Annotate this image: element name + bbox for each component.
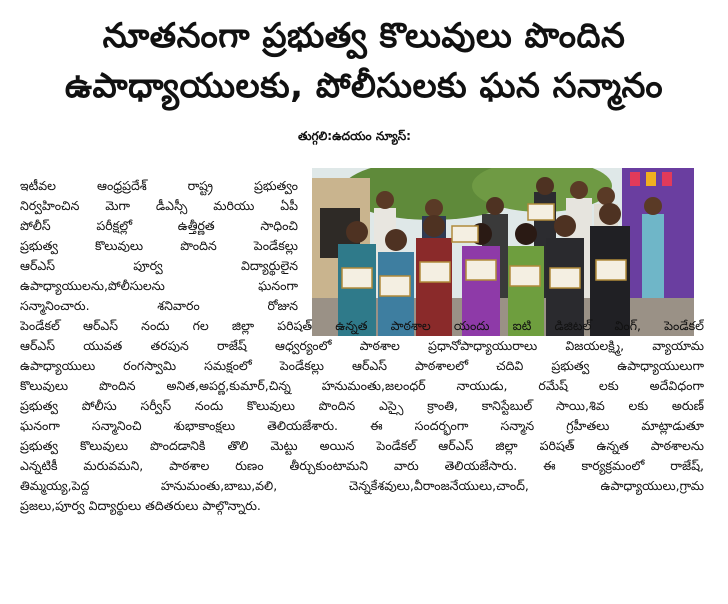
photo-banner-flag: [630, 172, 640, 186]
article-line: కొలువులు పొందిన అనిత,అపర్ణ,కుమార్,చిన్న హనుమంతు,జలంధర్ నాయుడు, రమేష్ లకు అదేవిధంగా: [20, 378, 704, 393]
article-line: పోలీస్ పరీక్షల్లో ఉత్తీర్ణత సాధించి: [20, 218, 298, 233]
photo-person-head: [536, 177, 554, 195]
article-line: పెండేకల్ ఆర్ఎస్ నందు గల జిల్లా పరిషత్ ఉన్నత పాఠశాల యందు ఐటి డిజిటల్ వింగ్, పెండేకల్: [20, 318, 704, 333]
headline-line-2: ఉపాధ్యాయులకు, పోలీసులకు ఘన సన్మానం: [64, 66, 664, 106]
article-line: సన్మానించారు. శనివారం రోజున: [20, 298, 298, 313]
headline-line-1: నూతనంగా ప్రభుత్వ కొలువులు పొందిన: [102, 16, 626, 56]
article-line: ప్రభుత్వ పోలీసు సర్వీస్ నందు కొలువులు పొందిన ఎస్సై క్రాంతి, కానిస్టేబుల్ సాయి,శివ లకు అరుణ్: [20, 398, 704, 413]
photo-banner-flag: [662, 172, 672, 186]
article-line: ఆర్ఎస్ యువత తరపున రాజేష్ ఆధ్వర్యంలో పాఠశాల ప్రధానోపాధ్యాయురాలు విజయలక్ష్మి, వ్యాయామ: [20, 338, 704, 353]
photo-person-head: [599, 203, 621, 225]
photo-certificate: [510, 266, 540, 286]
article-line: ప్రభుత్వ కొలువులు పొందడానికి తొలి మెట్టు అయిన పెండేకల్ ఆర్ఎస్ జిల్లా పరిషత్ ఉన్నత పాఠశాలను: [20, 438, 704, 453]
photo-person-head: [425, 199, 443, 217]
photo-person-head: [376, 191, 394, 209]
photo-certificate: [380, 276, 410, 296]
photo-certificate: [452, 226, 478, 242]
article-line: తిమ్మయ్య,పెద్ద హనుమంతు,బాబు,వలి, చెన్నకేశవులు,వీరాంజనేయులు,చాంద్, ఉపాధ్యాయులు,గ్రామ: [20, 478, 704, 493]
photo-person-head: [486, 197, 504, 215]
photo-person-head: [346, 221, 368, 243]
article-line: ఆర్ఎస్ పూర్వ విద్యార్థులైన: [20, 258, 298, 273]
photo-person-head: [570, 181, 588, 199]
article-line: నిర్వహించిన మెగా డీఎస్సీ మరియు ఏపీ: [20, 198, 298, 213]
photo-person-head: [644, 197, 662, 215]
article-line: ప్రజలు,పూర్వ విద్యార్థులు తదితరులు పాల్గొన్నారు.: [20, 498, 261, 513]
photo-certificate: [420, 262, 450, 282]
article-line: ఉపాధ్యాయులను,పోలీసులను ఘనంగా: [20, 278, 298, 293]
group-photo-illustration: [312, 168, 694, 336]
article-line: ఉపాధ్యాయులు రంగస్వామి సమక్షంలో పెండేకల్లు ఆర్ఎస్ పాఠశాలలో చదివి ప్రభుత్వ ఉపాధ్యాయులుగా: [20, 358, 704, 373]
photo-certificate: [596, 260, 626, 280]
photo-person-head: [385, 229, 407, 251]
article-line: ఇటీవల ఆంధ్రప్రదేశ్ రాష్ట్ర ప్రభుత్వం: [20, 178, 298, 193]
dateline: తుగ్గలి:ఉదయం న్యూస్:: [298, 129, 411, 143]
article-line: ఎన్నటికీ మరువమని, పాఠశాల రుణం తీర్చుకుంటామని వారు తెలియజేసారు. ఈ కార్యక్రమంలో రాజేష్,: [20, 458, 704, 473]
article-line: ప్రభుత్వ కొలువులు పొందిన పెండేకల్లు: [20, 238, 298, 253]
photo-certificate: [550, 268, 580, 288]
photo-certificate: [466, 260, 496, 280]
photo-person: [642, 214, 664, 298]
article-line: ఘనంగా సన్మానించి శుభాకాంక్షలు తెలియజేశారు. ఈ సందర్భంగా సన్మాన గ్రహీతలు మాట్లాడుతూ: [20, 418, 704, 433]
news-photo: [312, 168, 694, 336]
photo-certificate: [342, 268, 372, 288]
photo-person-head: [515, 223, 537, 245]
photo-banner-flag: [646, 172, 656, 186]
photo-person-head: [423, 215, 445, 237]
photo-person-head: [554, 215, 576, 237]
photo-person-head: [597, 187, 615, 205]
photo-certificate: [528, 204, 554, 220]
